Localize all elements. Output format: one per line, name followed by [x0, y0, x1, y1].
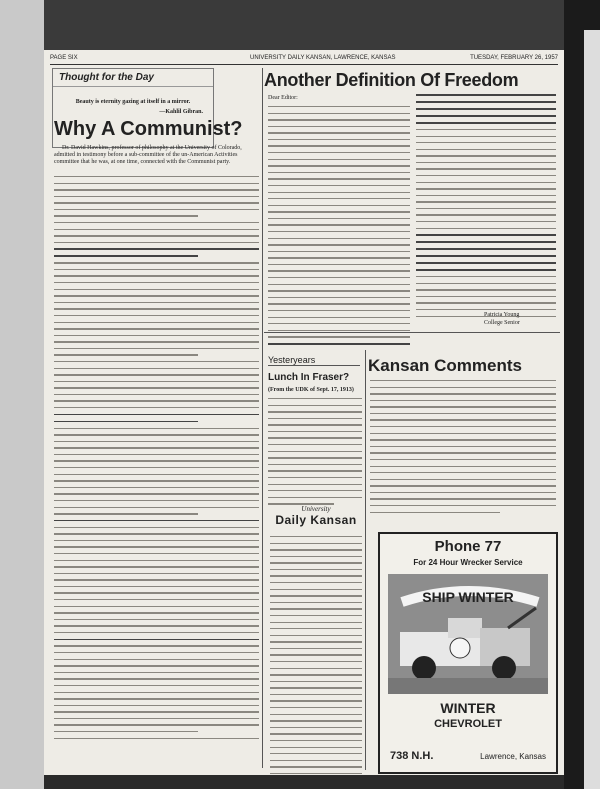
lunch-body-text	[268, 398, 362, 510]
ad-city: Lawrence, Kansas	[480, 752, 546, 761]
lunch-source: (From the UDK of Sept. 17, 1913)	[268, 387, 354, 393]
why-lead-paragraph: Dr. David Hawkins, professor of philosophy at the University of Colorado, admitted in testimony before a sub-committee of the un-American Activities committee that he was, at one time, connected with the Communist party.	[54, 145, 242, 165]
section-rule	[264, 332, 560, 333]
adjacent-page-edge	[584, 30, 600, 789]
scan-background-top	[0, 0, 600, 50]
ad-phone: Phone 77	[434, 538, 502, 555]
yesteryears-label: Yesteryears	[268, 355, 360, 366]
newspaper-page	[44, 50, 564, 775]
ad-brand: CHEVROLET	[434, 718, 502, 730]
masthead	[50, 54, 558, 65]
column-rule-2	[365, 350, 366, 770]
kansan-comments-text	[370, 380, 556, 518]
why-communist-headline: Why A Communist?	[54, 118, 243, 140]
freedom-signature: Patricia Young	[484, 312, 520, 318]
ad-address: 738 N.H.	[390, 750, 434, 762]
freedom-school: College Senior	[484, 320, 520, 326]
tow-truck-photo	[388, 574, 548, 694]
thought-heading: Thought for the Day	[53, 69, 213, 87]
tow-truck-icon	[388, 574, 548, 694]
staff-listing	[270, 536, 362, 775]
truck-sign-text: SHIP WINTER	[422, 589, 514, 605]
ad-dealer: WINTER	[440, 700, 496, 716]
page-label: PAGE SIX	[50, 55, 78, 61]
thought-author: —Kahlil Gibran.	[159, 109, 203, 115]
issue-date: TUESDAY, FEBRUARY 26, 1957	[470, 55, 558, 61]
scan-edge-left	[0, 0, 44, 789]
nameplate-university: University	[301, 505, 331, 513]
kansan-comments-headline: Kansan Comments	[368, 356, 522, 375]
wrecker-service-ad	[378, 532, 558, 774]
lunch-headline: Lunch In Fraser?	[268, 372, 350, 383]
thought-quote: Beauty is eternity gazing at itself in a mirror.	[75, 99, 191, 105]
nameplate-title: Daily Kansan	[275, 513, 357, 527]
column-rule	[262, 68, 263, 768]
ad-service: For 24 Hour Wrecker Service	[413, 558, 523, 567]
why-body-text	[54, 176, 259, 744]
paper-name: UNIVERSITY DAILY KANSAN, LAWRENCE, KANSAS	[250, 55, 396, 61]
freedom-col2-text	[416, 94, 556, 322]
daily-kansan-nameplate	[268, 505, 364, 527]
freedom-salutation: Dear Editor:	[268, 95, 298, 101]
freedom-col1-text	[268, 106, 410, 350]
freedom-headline: Another Definition Of Freedom	[264, 70, 519, 90]
